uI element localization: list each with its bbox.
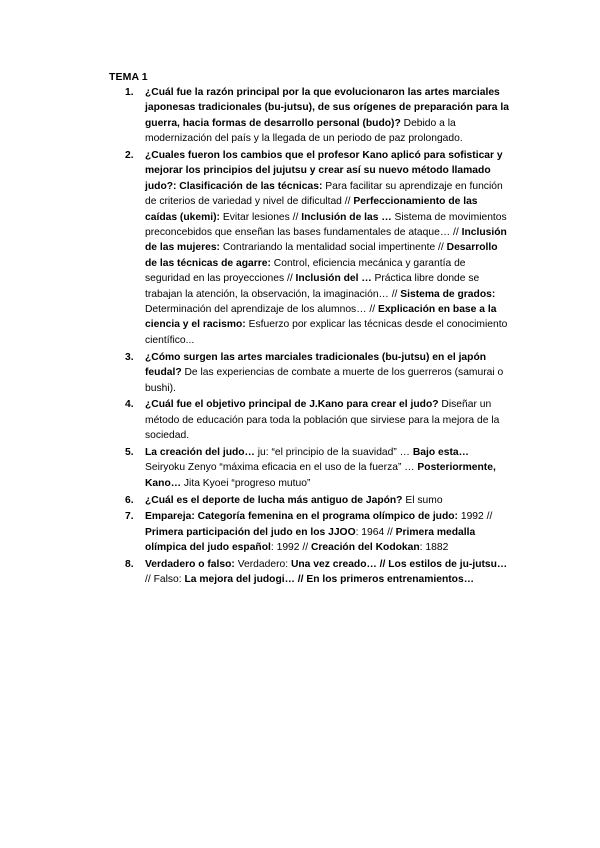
answer-text: : 1964 // bbox=[355, 526, 396, 538]
answer-text: Determinación del aprendizaje de los alumnos… // bbox=[145, 304, 378, 316]
answer-text: Verdadero: bbox=[234, 558, 291, 570]
question-item bbox=[123, 493, 509, 508]
question-number: 8. bbox=[125, 558, 134, 570]
answer-text: Evitar lesiones // bbox=[219, 211, 302, 223]
answer-text: Práctica libre donde se trabajan la atención, la observación, la imaginación… // bbox=[145, 273, 480, 300]
answer-text: Control, eficiencia mecánica y garantía de seguridad en las proyecciones // bbox=[145, 257, 466, 285]
question-item bbox=[123, 350, 509, 396]
question-bold-text: Explicación en base a la ciencia y el racismo: bbox=[145, 304, 497, 331]
question-number: 6. bbox=[125, 494, 134, 506]
question-number: 7. bbox=[125, 511, 134, 523]
question-bold-text: La mejora del judogi… // En los primeros entrenamientos… bbox=[184, 574, 474, 586]
answer-text: De las experiencias de combate a muerte de los guerreros (samurai o bushi). bbox=[145, 367, 504, 394]
question-item bbox=[123, 509, 509, 555]
question-number: 3. bbox=[125, 351, 134, 363]
question-item bbox=[123, 557, 509, 588]
answer-text: Esfuerzo por explicar las técnicas desde el conocimiento científico... bbox=[145, 319, 508, 346]
question-bold-text: Inclusión del … bbox=[295, 273, 372, 285]
question-bold-text: ¿Cuales fueron los cambios que el profesor Kano aplicó para sofisticar y mejorar los principios del jujutsu y crear así su nuevo método llamado judo?: Clasificación de las técnicas: bbox=[145, 150, 503, 192]
answer-text: El sumo bbox=[402, 494, 443, 506]
question-item bbox=[123, 397, 509, 443]
question-bold-text: ¿Cuál fue el objetivo principal de J.Kano para crear el judo? bbox=[145, 399, 439, 411]
question-bold-text: Primera medalla olímpica del judo español bbox=[145, 526, 476, 554]
answer-text: 1992 // bbox=[457, 511, 493, 523]
question-bold-text: ¿Cuál es el deporte de lucha más antiguo de Japón? bbox=[145, 494, 403, 506]
question-bold-text: Bajo esta… bbox=[412, 446, 469, 458]
answer-text: Debido a la modernización del país y la llegada de un periodo de paz prolongado. bbox=[145, 117, 463, 145]
answer-text: Contrariando la mentalidad social impertinente // bbox=[219, 242, 447, 254]
question-bold-text: Inclusión de las … bbox=[301, 211, 392, 223]
question-number: 2. bbox=[125, 150, 134, 162]
answer-text: Jita Kyoei “progreso mutuo” bbox=[181, 477, 311, 489]
answer-text: // Falso: bbox=[145, 574, 185, 586]
question-bold-text: Empareja: Categoría femenina en el programa olímpico de judo: bbox=[145, 511, 458, 523]
question-number: 4. bbox=[125, 399, 134, 411]
question-bold-text: La creación del judo… bbox=[145, 446, 255, 458]
document-title: TEMA 1 bbox=[109, 71, 148, 83]
question-bold-text: Una vez creado… // Los estilos de ju-jutsu… bbox=[290, 558, 508, 570]
answer-text: : 1882 bbox=[419, 542, 449, 554]
question-bold-text: Posteriormente, Kano… bbox=[145, 462, 496, 489]
question-bold-text: ¿Cómo surgen las artes marciales tradicionales (bu-jutsu) en el japón feudal? bbox=[145, 351, 487, 379]
question-bold-text: Perfeccionamiento de las caídas (ukemi): bbox=[145, 196, 478, 223]
answer-text: : 1992 // bbox=[270, 542, 311, 554]
answer-text: ju: “el principio de la suavidad” … bbox=[254, 446, 413, 458]
question-bold-text: Inclusión de las mujeres: bbox=[145, 227, 507, 254]
answer-text: Sistema de movimientos preconcebidos que enseñan las bases fundamentales de ataque… // bbox=[145, 211, 507, 239]
question-bold-text: Primera participación del judo en los JJOO bbox=[145, 526, 356, 538]
question-bold-text: ¿Cuál fue la razón principal por la que evolucionaron las artes marciales japonesas tradicionales (bu-jutsu), de sus orígenes de preparación para la guerra, hacia formas de desarrollo personal (budo)? bbox=[145, 87, 509, 129]
answer-text: Seiryoku Zenyo “máxima eficacia en el uso de la fuerza” … bbox=[145, 462, 418, 474]
question-item bbox=[123, 148, 509, 348]
question-list bbox=[123, 85, 509, 589]
question-bold-text: Sistema de grados: bbox=[400, 288, 496, 300]
question-number: 5. bbox=[125, 446, 134, 458]
question-bold-text: Creación del Kodokan bbox=[310, 542, 420, 554]
question-bold-text: Verdadero o falso: bbox=[145, 558, 235, 570]
question-item bbox=[123, 85, 509, 147]
question-item bbox=[123, 445, 509, 491]
question-bold-text: Desarrollo de las técnicas de agarre: bbox=[145, 242, 498, 269]
answer-text: Diseñar un método de educación para toda la población que sirviese para la mejora de la sociedad. bbox=[145, 399, 500, 442]
answer-text: Para facilitar su aprendizaje en función de criterios de variedad y nivel de dificultad // bbox=[145, 180, 503, 208]
question-number: 1. bbox=[125, 87, 134, 98]
